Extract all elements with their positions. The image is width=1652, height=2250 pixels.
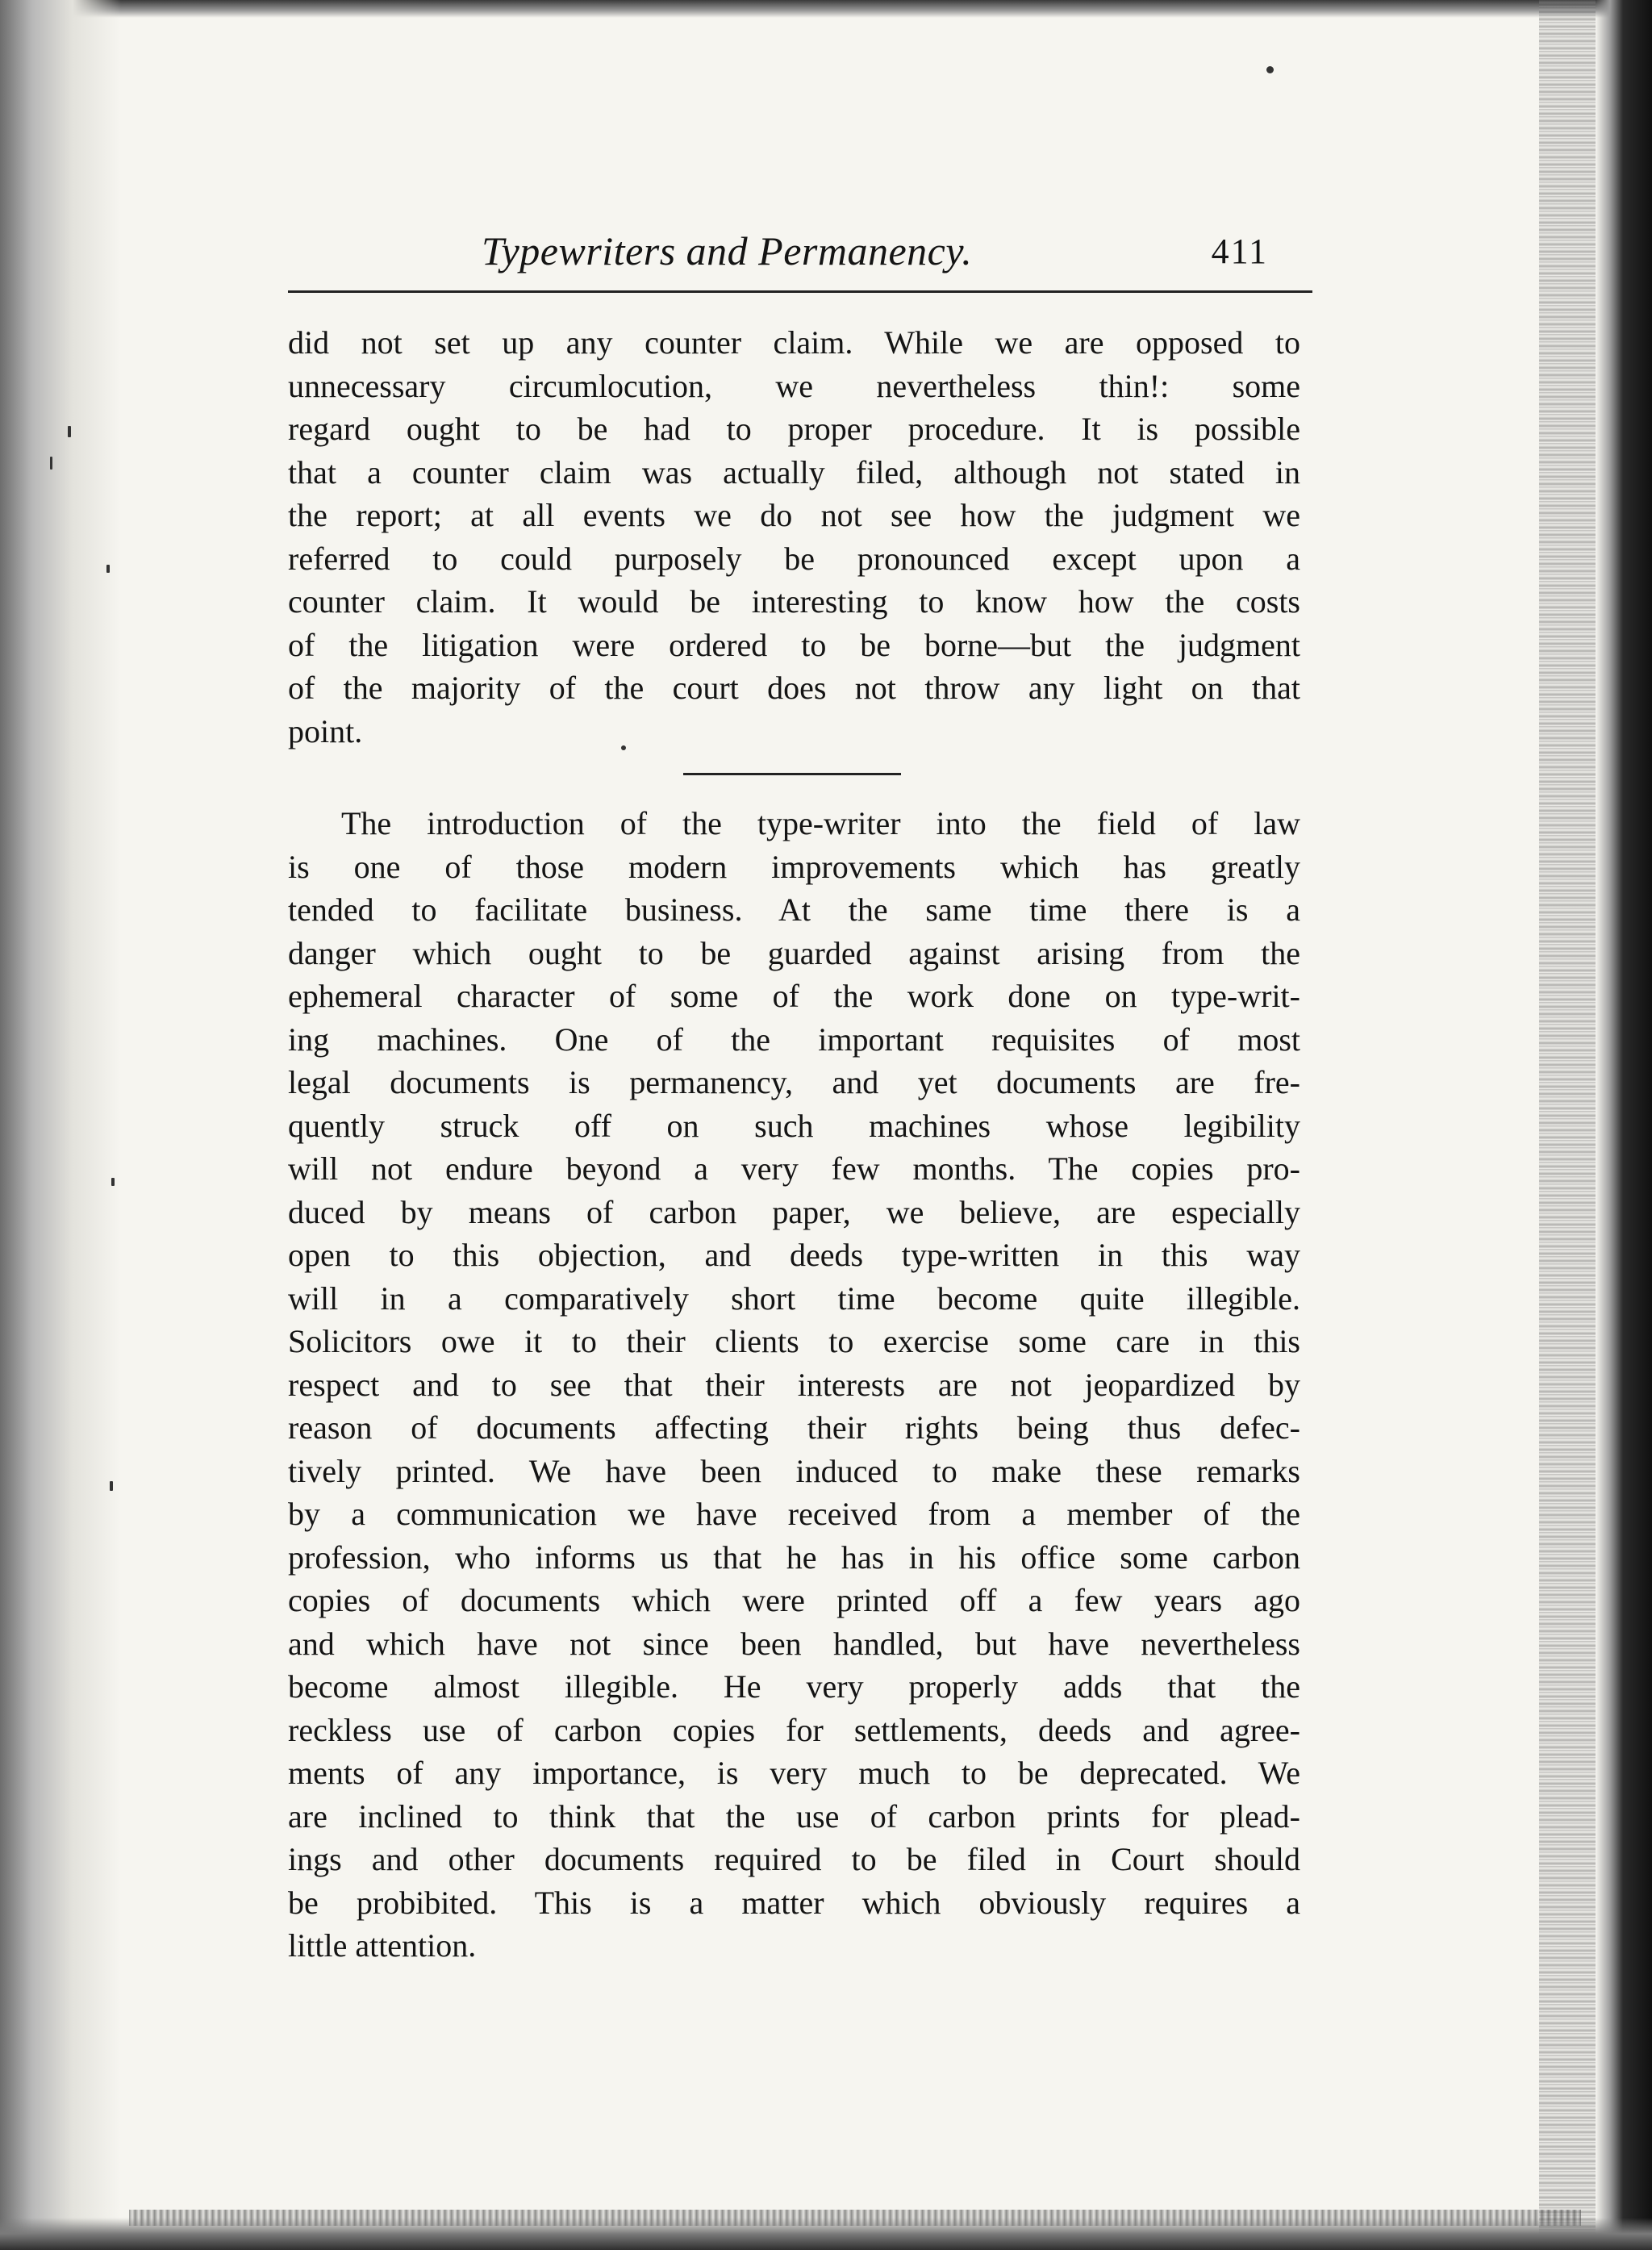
- text-line: referred to could purposely be pronounced except upon a: [288, 540, 1300, 577]
- text-line: become almost illegible. He very properly adds that the: [288, 1668, 1300, 1705]
- scan-edge-top: [0, 0, 1652, 18]
- scan-edge-bottom: [0, 2218, 1652, 2250]
- text-line: open to this objection, and deeds type-written in this way: [288, 1237, 1300, 1273]
- running-head-title: Typewriters and Permanency.: [482, 228, 973, 273]
- text-line: of the majority of the court does not throw any light on that: [288, 670, 1300, 706]
- text-line: by a communication we have received from a member of the: [288, 1496, 1300, 1532]
- text-line: little attention.: [288, 1927, 477, 1964]
- text-line: and which have not since been handled, but have nevertheless: [288, 1625, 1300, 1662]
- paragraph-1: [288, 321, 1300, 753]
- text-line: ing machines. One of the important requisites of most: [288, 1021, 1300, 1058]
- text-line: profession, who informs us that he has in his office some carbon: [288, 1538, 1300, 1576]
- text-line: quently struck off on such machines whose legibility: [288, 1107, 1300, 1144]
- scan-edge-right: [1596, 0, 1652, 2250]
- scan-edge-left: [0, 0, 121, 2250]
- text-line: reckless use of carbon copies for settlements, deeds and agree-: [288, 1711, 1300, 1748]
- text-line: Solicitors owe it to their clients to exercise some care in this: [288, 1323, 1300, 1359]
- text-line: the report; at all events we do not see how the judgment we: [288, 497, 1300, 533]
- text-line: copies of documents which were printed off a few years ago: [288, 1582, 1300, 1618]
- text-line: counter claim. It would be interesting to know how the costs: [288, 583, 1300, 620]
- text-line: of the litigation were ordered to be borne—but the judgment: [288, 626, 1300, 663]
- text-line: are inclined to think that the use of carbon prints for plead-: [288, 1797, 1300, 1835]
- text-line: ings and other documents required to be filed in Court should: [288, 1841, 1300, 1877]
- text-line: will in a comparatively short time become quite illegible.: [288, 1279, 1300, 1317]
- text-line: will not endure beyond a very few months. The copies pro-: [288, 1150, 1300, 1187]
- text-line: be probibited. This is a matter which obviously requires a: [288, 1884, 1300, 1921]
- text-line: reason of documents affecting their rights being thus defec-: [288, 1409, 1300, 1446]
- text-line: point.: [288, 712, 363, 749]
- text-line: ments of any importance, is very much to be deprecated. We: [288, 1755, 1300, 1791]
- text-line: legal documents is permanency, and yet documents are fre-: [288, 1064, 1300, 1100]
- text-line: ephemeral character of some of the work done on type-writ-: [288, 978, 1300, 1014]
- text-line: danger which ought to be guarded against arising from the: [288, 934, 1300, 971]
- scan-edge-right-texture: [1539, 0, 1596, 2250]
- text-line: that a counter claim was actually filed, although not stated in: [288, 453, 1300, 490]
- text-line: respect and to see that their interests are not jeopardized by: [288, 1366, 1300, 1403]
- text-line: is one of those modern improvements which has greatly: [288, 848, 1300, 885]
- text-line: tively printed. We have been induced to make these remarks: [288, 1452, 1300, 1489]
- text-line: did not set up any counter claim. While we are opposed to: [288, 324, 1300, 361]
- text-line: unnecessary circumlocution, we nevertheless thin!: some: [288, 367, 1300, 404]
- text-line: The introduction of the type-writer into the field of law: [341, 805, 1300, 841]
- page-number: 411: [1211, 232, 1268, 271]
- header-rule: [288, 290, 1312, 293]
- text-line: tended to facilitate business. At the same time there is a: [288, 891, 1300, 928]
- paragraph-2: [288, 802, 1300, 1968]
- section-divider-rule: [683, 773, 901, 775]
- text-line: duced by means of carbon paper, we believe, are especially: [288, 1193, 1300, 1230]
- text-line: regard ought to be had to proper procedure. It is possible: [288, 411, 1300, 447]
- running-head: [288, 228, 1300, 276]
